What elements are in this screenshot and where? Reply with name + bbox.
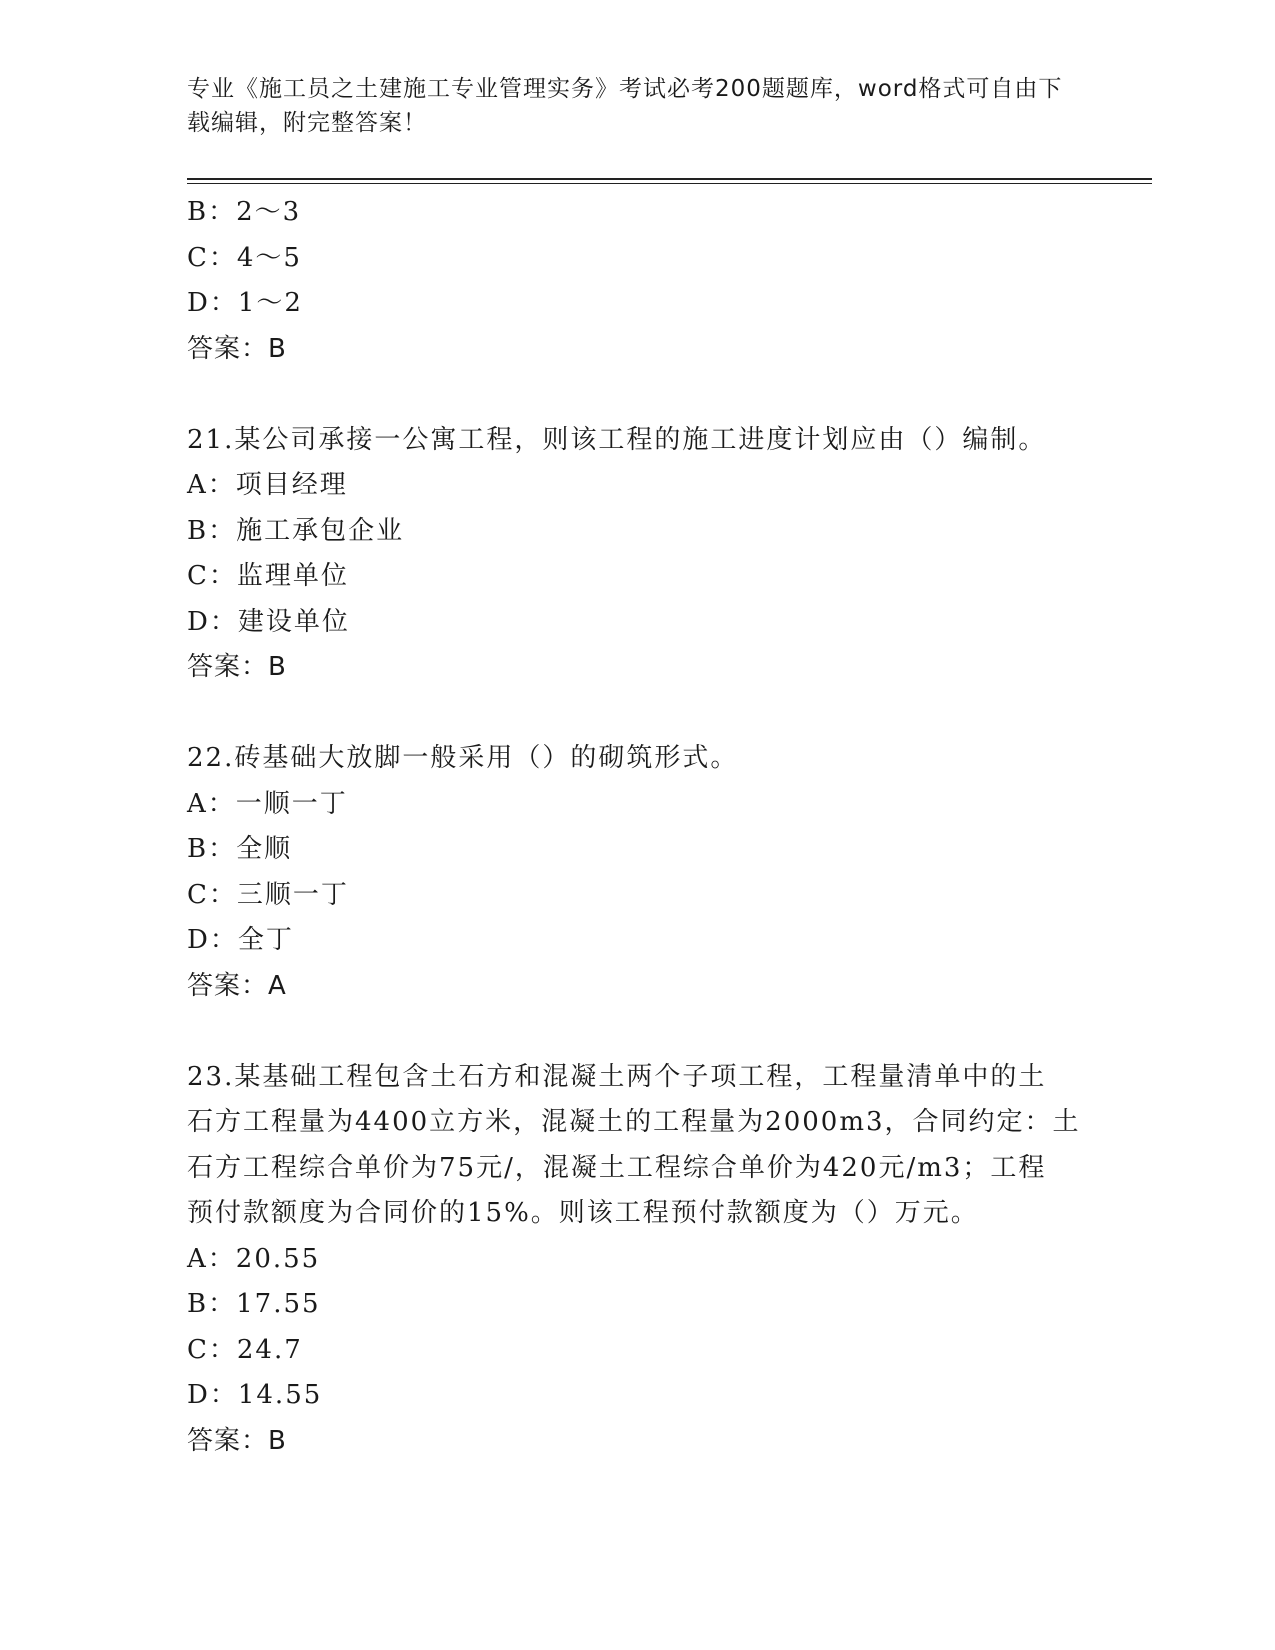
answer-line: 答案：B — [187, 333, 287, 364]
option-c: C：三顺一丁 — [187, 879, 349, 910]
question-list — [187, 190, 1087, 1464]
option-b: B：全顺 — [187, 834, 293, 864]
option-d: D：全丁 — [187, 925, 294, 955]
option-d: D：14.55 — [187, 1380, 323, 1410]
option-a: A：20.55 — [187, 1243, 321, 1274]
question-stem-line: 石方工程综合单价为75元/，混凝土工程综合单价为420元/m3；工程 — [187, 1152, 1047, 1183]
header-rule-thick — [187, 178, 1152, 180]
question-21 — [187, 418, 1087, 691]
question-stem-line: 石方工程量为4400立方米，混凝土的工程量为2000m3，合同约定：土 — [187, 1107, 1081, 1137]
question-22 — [187, 736, 1087, 1009]
option-b: B：17.55 — [187, 1289, 321, 1319]
question-stem: 22.砖基础大放脚一般采用（）的砌筑形式。 — [187, 743, 739, 773]
option-d: D：建设单位 — [187, 606, 350, 637]
answer-line: 答案：B — [187, 1425, 287, 1456]
question-stem-line: 23.某基础工程包含土石方和混凝土两个子项工程，工程量清单中的土 — [187, 1061, 1047, 1092]
option-c: C：24.7 — [187, 1334, 303, 1365]
header-rule-thin — [187, 183, 1152, 184]
spacer — [187, 1009, 1087, 1055]
option-a: A：一顺一丁 — [187, 788, 348, 819]
question-stem-line: 预付款额度为合同价的15%。则该工程预付款额度为（）万元。 — [187, 1198, 979, 1228]
option-b: B：施工承包企业 — [187, 515, 405, 546]
previous-question-tail — [187, 190, 1087, 372]
option-c: C：监理单位 — [187, 561, 349, 591]
question-stem: 21.某公司承接一公寓工程，则该工程的施工进度计划应由（）编制。 — [187, 424, 1047, 455]
option-d: D：1～2 — [187, 288, 303, 318]
option-b: B：2～3 — [187, 197, 302, 227]
spacer — [187, 372, 1087, 418]
question-23 — [187, 1055, 1087, 1465]
spacer — [187, 691, 1087, 737]
answer-line: 答案：B — [187, 652, 287, 682]
document-header: 专业《施工员之土建施工专业管理实务》考试必考200题题库，word格式可自由下载编辑，附完整答案！ — [187, 76, 1063, 136]
option-a: A：项目经理 — [187, 470, 348, 500]
option-c: C：4～5 — [187, 242, 302, 273]
answer-line: 答案：A — [187, 970, 287, 1001]
